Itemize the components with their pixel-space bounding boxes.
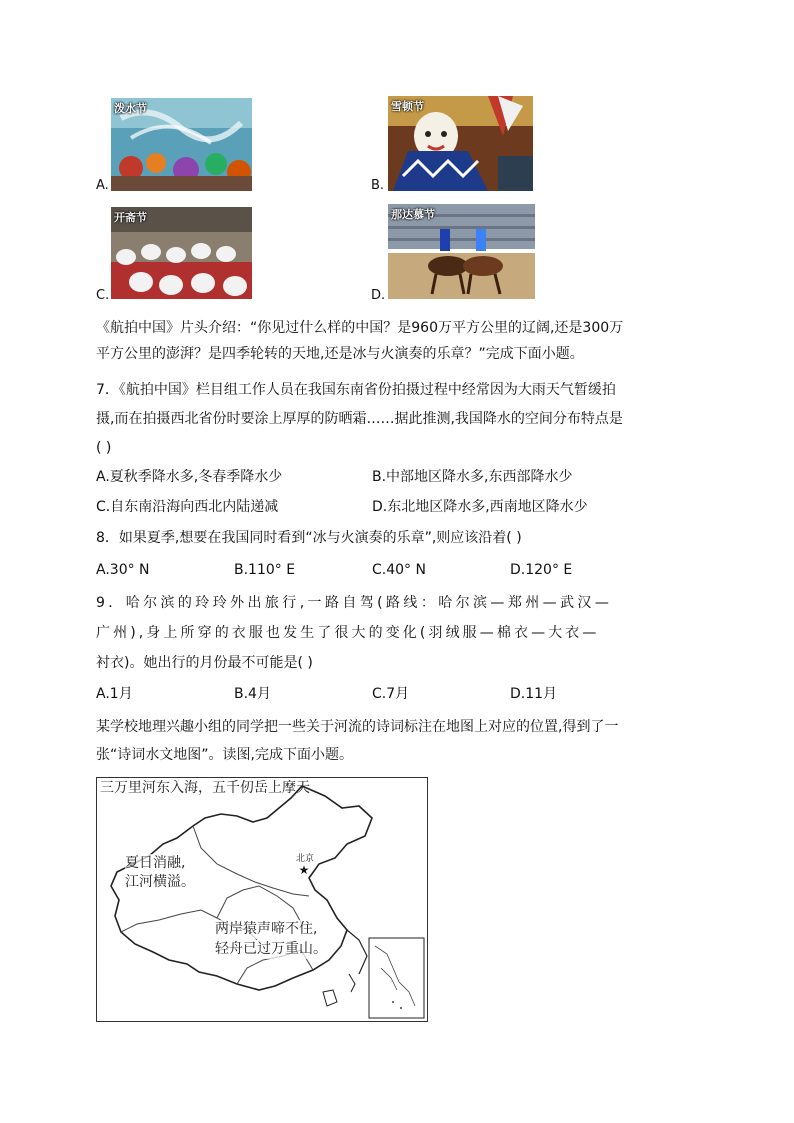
map-poem-1: 三万里河东入海，五千仞岳上摩天	[100, 780, 310, 796]
china-outline-map	[97, 778, 427, 1021]
q8-option-b: B.110° E	[234, 562, 296, 578]
caption-eid-festival: 开斋节	[114, 211, 147, 224]
q8-option-c: C.40° N	[372, 562, 426, 578]
svg-text:★: ★	[298, 863, 310, 877]
shoton-festival-photo	[388, 96, 533, 191]
map-poem-2-line-1: 夏日消融,	[125, 855, 186, 871]
intro-line-2: 平方公里的澎湃？是四季轮转的天地,还是冰与火演奏的乐章？”完成下面小题。	[96, 346, 584, 362]
water-splashing-festival-photo	[111, 98, 252, 191]
naadam-festival-photo	[388, 204, 535, 299]
q9-line-2: 广州),身上所穿的衣服也发生了很大的变化(羽绒服—棉衣—大衣—	[96, 625, 600, 641]
caption-water-festival: 泼水节	[114, 102, 147, 115]
map-poem-3-line-2: 轻舟已过万重山。	[215, 941, 327, 957]
map-poem-3-line-1: 两岸猿声啼不住,	[215, 921, 318, 937]
q9-option-a: A.1月	[96, 686, 133, 702]
option-d-letter: D.	[371, 288, 386, 303]
option-b-letter: B.	[371, 178, 385, 193]
beijing-label: 北京	[296, 854, 315, 864]
q9-option-b: B.4月	[234, 686, 271, 702]
q7-line-2: 摄,而在拍摄西北省份时要涂上厚厚的防晒霜……据此推测,我国降水的空间分布特点是	[96, 411, 623, 427]
intro-line-1: 《航拍中国》片头介绍：“你见过什么样的中国？是960万平方公里的辽阔,还是300万	[96, 320, 624, 336]
q8-option-a: A.30° N	[96, 562, 150, 578]
q9-option-d: D.11月	[510, 686, 558, 702]
q7-line-3: ( )	[96, 440, 112, 456]
q7-option-d: D.东北地区降水多,西南地区降水少	[372, 499, 588, 515]
option-c-letter: C.	[96, 288, 110, 303]
q9-option-c: C.7月	[372, 686, 410, 702]
caption-shoton-festival: 雪顿节	[391, 100, 424, 113]
q9-line-1: 9．哈尔滨的玲玲外出旅行,一路自驾(路线：哈尔滨—郑州—武汉—	[96, 595, 613, 611]
china-river-poetry-map	[96, 777, 428, 1022]
q7-option-c: C.自东南沿海向西北内陆递减	[96, 499, 279, 515]
intro2-line-1: 某学校地理兴趣小组的同学把一些关于河流的诗词标注在地图上对应的位置,得到了一	[96, 719, 619, 735]
intro2-line-2: 张“诗词水文地图”。读图,完成下面小题。	[96, 747, 353, 763]
eid-festival-photo	[111, 207, 252, 299]
q7-line-1: 7．《航拍中国》栏目组工作人员在我国东南省份拍摄过程中经常因为大雨天气暂缓拍	[96, 382, 616, 398]
q7-option-a: A.夏秋季降水多,冬春季降水少	[96, 469, 283, 485]
q9-line-3: 衬衣)。她出行的月份最不可能是( )	[96, 655, 313, 671]
option-a-letter: A.	[96, 178, 109, 193]
q8-line-1: 8．如果夏季,想要在我国同时看到“冰与火演奏的乐章”,则应该沿着( )	[96, 530, 522, 546]
q8-option-d: D.120° E	[510, 562, 573, 578]
caption-naadam-festival: 那达慕节	[391, 208, 435, 221]
q7-option-b: B.中部地区降水多,东西部降水少	[372, 469, 573, 485]
map-poem-2-line-2: 江河横溢。	[125, 874, 195, 890]
